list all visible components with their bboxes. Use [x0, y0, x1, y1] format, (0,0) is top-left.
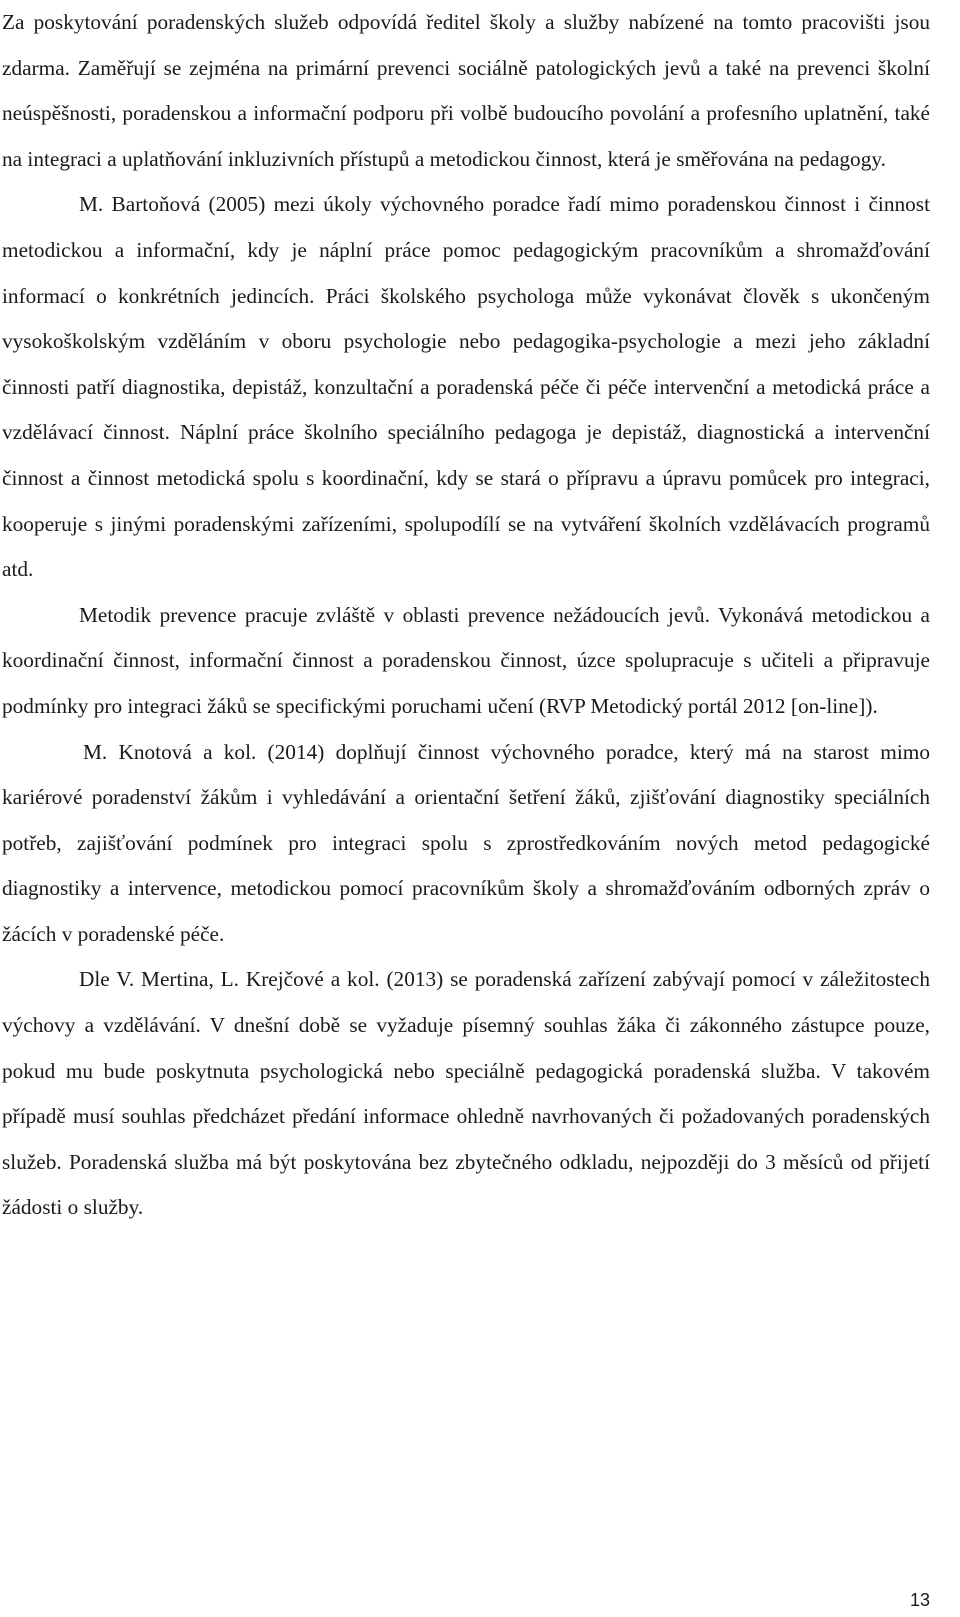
paragraph-4: M. Knotová a kol. (2014) doplňují činnost výchovného poradce, který má na starost mimo kariérové poradenství žákům i vyhledávání a orientační šetření žáků, zjišťování diagnostiky speciálních potřeb, zajišťování podmínek pro integraci spolu s zprostředkováním nových metod pedagogické diagnostiky a intervence, metodickou pomocí pracovníkům školy a shromažďováním odborných zpráv o žácích v poradenské péče.: [2, 739, 930, 946]
document-body: [2, 0, 930, 1231]
paragraph-1: Za poskytování poradenských služeb odpovídá ředitel školy a služby nabízené na tomto pracovišti jsou zdarma. Zaměřují se zejména na primární prevenci sociálně patologických jevů a také na prevenci školní neúspěšnosti, poradenskou a informační podporu při volbě budoucího povolání a profesního uplatnění, také na integraci a uplatňování inkluzivních přístupů a metodickou činnost, která je směřována na pedagogy.: [2, 10, 930, 171]
paragraph-3: Metodik prevence pracuje zvláště v oblasti prevence nežádoucích jevů. Vykonává metodickou a koordinační činnost, informační činnost a poradenskou činnost, úzce spolupracuje s učiteli a připravuje podmínky pro integraci žáků se specifickými poruchami učení (RVP Metodický portál 2012 [on-line]).: [2, 602, 930, 718]
paragraph-2: M. Bartoňová (2005) mezi úkoly výchovného poradce řadí mimo poradenskou činnost i činnost metodickou a informační, kdy je náplní práce pomoc pedagogickým pracovníkům a shromažďování informací o konkrétních jedincích. Práci školského psychologa může vykonávat člověk s ukončeným vysokoškolským vzděláním v oboru psychologie nebo pedagogika-psychologie a mezi jeho základní činnosti patří diagnostika, depistáž, konzultační a poradenská péče či péče intervenční a metodická práce a vzdělávací činnost. Náplní práce školního speciálního pedagoga je depistáž, diagnostická a intervenční činnost a činnost metodická spolu s koordinační, kdy se stará o přípravu a úpravu pomůcek pro integraci, kooperuje s jinými poradenskými zařízeními, spolupodílí se na vytváření školních vzdělávacích programů atd.: [2, 192, 930, 582]
paragraph-5: Dle V. Mertina, L. Krejčové a kol. (2013) se poradenská zařízení zabývají pomocí v záležitostech výchovy a vzdělávání. V dnešní době se vyžaduje písemný souhlas žáka či zákonného zástupce pouze, pokud mu bude poskytnuta psychologická nebo speciálně pedagogická poradenská služba. V takovém případě musí souhlas předcházet předání informace ohledně navrhovaných či požadovaných poradenských služeb. Poradenská služba má být poskytována bez zbytečného odkladu, nejpozději do 3 měsíců od přijetí žádosti o služby.: [2, 967, 930, 1220]
page-number: 13: [909, 1590, 930, 1610]
